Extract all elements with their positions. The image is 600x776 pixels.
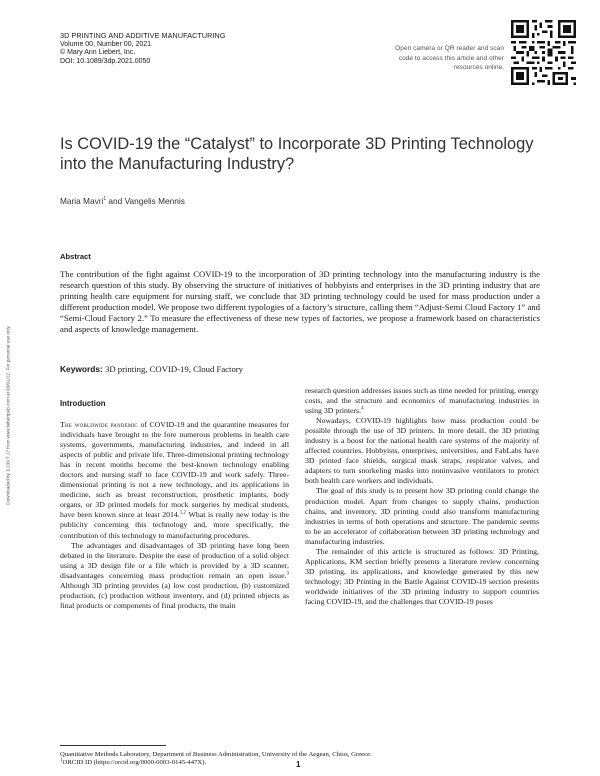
article-title: Is COVID-19 the “Catalyst” to Incorporate 3D Printing Technology into the Manufacturing Industry? (60, 135, 534, 173)
journal-info (60, 32, 226, 66)
qr-code-icon[interactable] (511, 20, 576, 85)
orcid-text[interactable]: ORCID ID (https://orcid.org/0000-0003-0145-447X). (62, 759, 207, 767)
affiliation-footnote: Quantitative Methods Laboratory, Department of Business Administration, University of the Aegean, Chios, Greece. (60, 751, 372, 758)
paragraph (60, 541, 289, 611)
side-note-text: Downloaded by 3.239.7.17 from www.liebertpub.com at 03/01/22. For personal use only. (5, 325, 11, 505)
journal-copyright: © Mary Ann Liebert, Inc. (60, 49, 136, 57)
abstract-text: The contribution of the fight against COVID-19 to the incorporation of 3D printing technology into the manufacturing industry is the research question of this study. By observing the structure of initiatives of hobbyists and enterprises in the 3D printing industry that are printing health care equipment for nursing staff, we conclude that 3D printing technology could be used for mass production under a different production model. We propose two different typologies of a factory’s structure, calling them “Adjust-Semi Cloud Factory 1” and “Semi-Cloud Factory 2.” To measure the effectiveness of these new types of factories, we propose a framework based on characteristics and aspects of knowledge management. (60, 269, 540, 335)
journal-name: 3D PRINTING AND ADDITIVE MANUFACTURING (60, 31, 226, 40)
page-number: 1 (296, 760, 301, 769)
qr-note: Open camera or QR reader and scan code to access this article and other resources online. (395, 45, 504, 72)
abstract-heading: Abstract (60, 252, 91, 261)
keywords-label: Keywords: (60, 364, 103, 374)
paragraph-text: Although 3D printing provides (a) low cost production, (b) customized production, (c) production without inventory, and (d) printed objects as final products or components of final products, the main (60, 580, 289, 610)
paragraph: The remainder of this article is structured as follows: 3D Printing, Applications, KM section briefly presents a literature review concerning 3D printing, its applications, and knowledge generated by this new technology; 3D Printing in the Battle Against COVID-19 section presents worldwide initiatives of the 3D printing industry to support countries facing COVID-19, and the challenges that COVID-19 poses (305, 546, 539, 606)
keywords (60, 364, 243, 374)
footnote-divider (60, 745, 166, 746)
reference[interactable]: 4 (361, 406, 364, 412)
body-column-right (305, 386, 539, 607)
reference[interactable]: 1,2 (179, 510, 187, 516)
journal-doi[interactable]: DOI: 10.1089/3dp.2021.0050 (60, 57, 151, 65)
keywords-text: 3D printing, COVID-19, Cloud Factory (105, 364, 244, 374)
journal-volume: Volume 00, Number 00, 2021 (60, 40, 152, 48)
paragraph-text: The advantages and disadvantages of 3D printing have long been debated in the literature. Despite the ease of production of a solid object using a 3D design file or a file which is provided by a 3D scanner, disadvantages concerning mass production remain an open issue. (60, 540, 289, 580)
paragraph (60, 420, 289, 541)
paragraph-text: of COVID-19 and the quarantine measures for individuals have brought to the fore numerous problems in health care systems, governments, manufacturing industries, and indeed in all aspects of public and private life. Three-dimensional printing technology has in recent months become the best-known technology enabling doctors and nursing staff to face COVID-19 and work safely. Three-dimensional printing is not a new technology, and its applications in medicine, such as breast reconstruction, prosthetic implants, body organs, or 3D printed models for mock surgeries by medical students, have been known since at least 2014. (60, 420, 289, 520)
side-note (1, 265, 15, 565)
paragraph-text: research question addresses issues such as time needed for printing, energy costs, and the structure and economics of manufacturing industries in using 3D printers. (305, 386, 539, 416)
author-mark: 1 (103, 196, 107, 203)
reference[interactable]: 3 (286, 571, 289, 577)
author-name: Maria Mavri (60, 196, 104, 206)
paragraph-lead: The worldwide pandemic (60, 420, 138, 429)
introduction-heading: Introduction (60, 399, 106, 408)
paragraph (305, 386, 539, 416)
paragraph: The goal of this study is to present how 3D printing could change the production model. Apart from changes to supply chains, production chains, and inventory, 3D printing could also transform manufacturing industries in terms of both operations and structure. The pandemic seems to be an accelerator of collaboration between 3D printing technology and manufacturing industries. (305, 486, 539, 546)
paragraph: Nowadays, COVID-19 highlights how mass production could be possible through the use of 3D printers. In more detail, the 3D printing industry is a boost for the national health care systems of the majority of affected countries. Hobbyists, enterprises, universities, and FabLabs have 3D printed face shields, surgical mask straps, respirator valves, and adapters to turn snorkeling masks into noninvasive ventilators to protect both health care workers and individuals. (305, 416, 539, 486)
footnote-mark: 1 (60, 758, 63, 764)
body-column-left (60, 420, 289, 611)
paragraph-text: What is really new today is the publicity concerning this technology and, more specifically, the contribution of this technology to manufacturing procedures. (60, 510, 289, 540)
author-list (60, 196, 185, 206)
author-name: and Vangelis Mennis (106, 196, 185, 206)
